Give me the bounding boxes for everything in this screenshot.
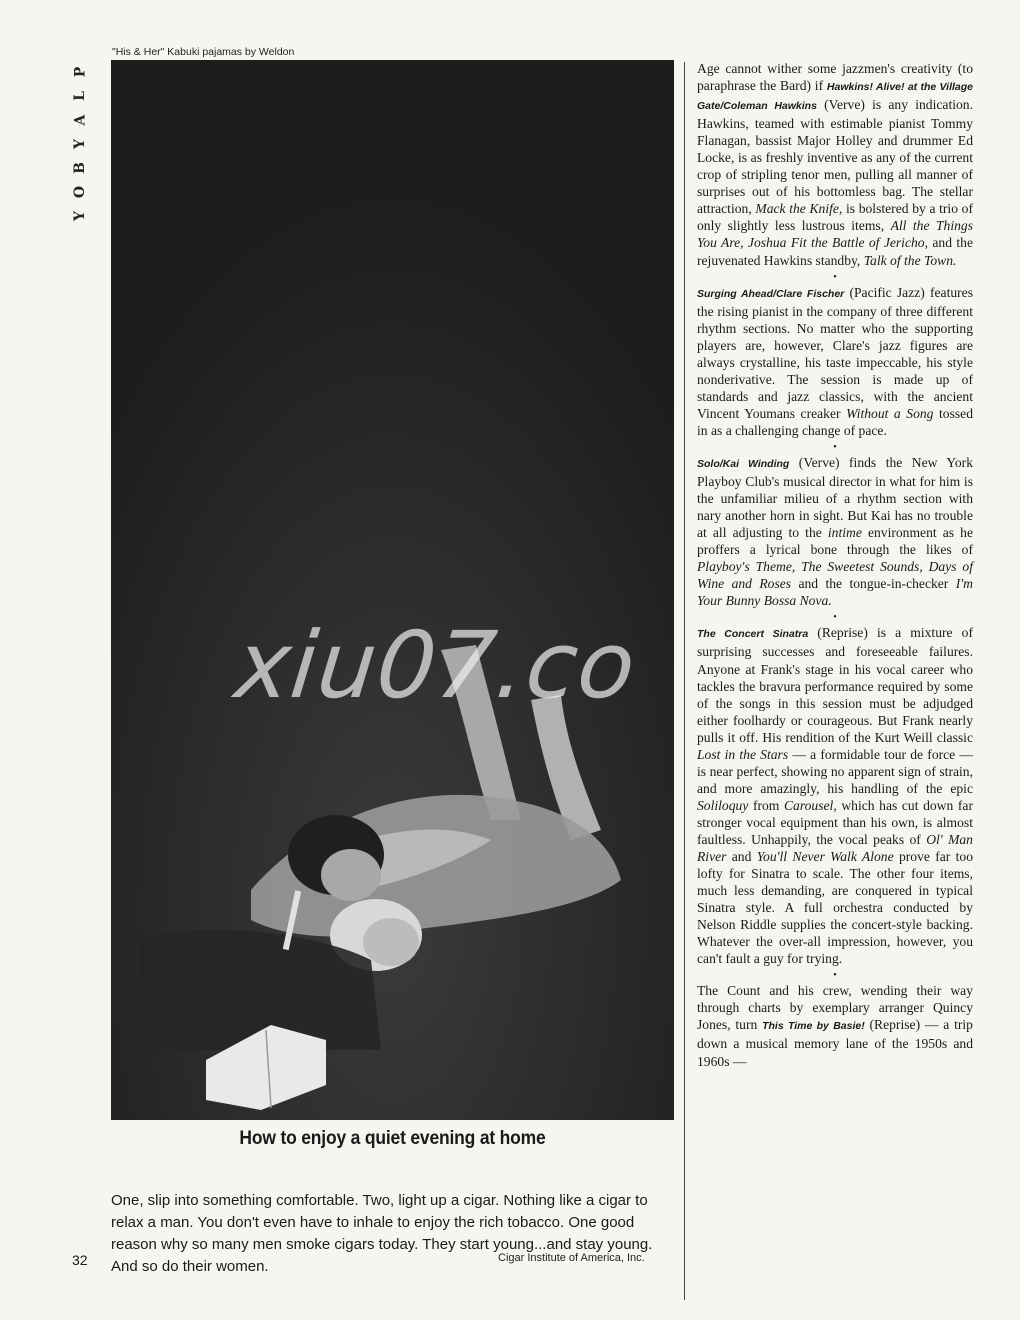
song-title: All the Things You Are, Joshua Fit the Battle of Jericho,: [697, 218, 973, 251]
column-divider: [684, 62, 685, 1300]
ad-photo: [111, 60, 674, 1120]
ad-body-copy: One, slip into something comfortable. Two, light up a cigar. Nothing like a cigar to relax a man. You don't even have to inhale to enjoy the rich tobacco. One good reason why so many men smoke cigars today. They start young...and stay young. And so do their women.: [111, 1192, 653, 1275]
song-title: Lost in the Stars: [697, 746, 789, 762]
logo-letter: A: [72, 114, 88, 126]
photo-caption: "His & Her" Kabuki pajamas by Weldon: [112, 46, 295, 58]
page-number: 32: [72, 1252, 88, 1268]
album-title: Solo/Kai Winding: [697, 457, 790, 470]
section-bullet: •: [833, 970, 837, 982]
album-title: This Time by Basie!: [762, 1020, 865, 1033]
review-hawkins: Age cannot wither some jazzmen's creativity (to paraphrase the Bard) if Hawkins! Alive! at the Village Gate/Coleman Hawkins (Verve) is any indication. Hawkins, teamed with estimable pianist Tommy Flanagan, bassist Major Holley and drummer Ed Locke, is as freshly inventive as any of the current crop of stripling tenor men, pulling all manner of surprises out of his bottomless bag. The stellar attraction, Mack the Knife, is bolstered by a trio of only slightly less lustrous items, All the Things You Are, Joshua Fit the Battle of Jericho, and the rejuvenated Hawkins standby, Talk of the Town.: [697, 61, 973, 268]
song-title: Mack the Knife,: [755, 201, 843, 217]
album-title: Surging Ahead/Clare Fischer: [697, 287, 845, 300]
magazine-name-vertical: [70, 60, 90, 228]
section-bullet: •: [833, 271, 837, 283]
record-reviews-column: [697, 60, 973, 1070]
logo-letter: P: [72, 66, 88, 78]
section-bullet: •: [833, 441, 837, 453]
album-title: Hawkins! Alive! at the Village Gate/Coleman Hawkins: [697, 81, 973, 113]
logo-letter: Y: [72, 211, 88, 221]
watermark-text: xiu07.co: [230, 612, 642, 719]
review-basie: The Count and his crew, wending their way through charts by exemplary arranger Quincy Jones, turn This Time by Basie! (Reprise) — a trip down a musical memory lane of the 1950s and 1960s —: [697, 983, 973, 1069]
song-title: Playboy's Theme, The Sweetest Sounds, Days of Wine and Roses: [697, 559, 973, 592]
song-title: You'll Never Walk Alone: [756, 849, 894, 865]
ad-credit: Cigar Institute of America, Inc.: [498, 1252, 645, 1264]
review-winding: Solo/Kai Winding (Verve) finds the New York Playboy Club's musical director in what for him is the unfamiliar milieu of a rhythm section with nary another horn in sight. But Kai has no trouble at all adjusting to the intime environment as he proffers a lyrical bone through the likes of Playboy's Theme, The Sweetest Sounds, Days of Wine and Roses and the tongue-in-checker I'm Your Bunny Bossa Nova.: [697, 454, 973, 609]
logo-letter: L: [72, 91, 88, 101]
couple-photo-illustration: [111, 60, 674, 1120]
song-title: intime: [827, 525, 862, 541]
section-bullet: •: [833, 612, 837, 624]
logo-letter: O: [71, 185, 88, 199]
review-sinatra: The Concert Sinatra (Reprise) is a mixture of surprising successes and foreseeable failures. Anyone at Frank's stage in his vocal career who tackles the bravura performance required by some of the songs in this session must be adjudged either foolhardy or courageous. But Frank nearly pulls it off. His rendition of the Kurt Weill classic Lost in the Stars — a formidable tour de force — is near perfect, showing no apparent sign of strain, and more amazingly, his handling of the epic Soliloquy from Carousel, which has cut down far stronger vocal equipment than his own, is almost faultless. Unhappily, the vocal peaks of Ol' Man River and You'll Never Walk Alone prove far too lofty for Sinatra to scale. The other four items, much less demanding, are conquered in typical Sinatra style. A full orchestra conducted by Nelson Riddle supplies the concert-style backing. Whatever the over-all impression, however, you can't fault a guy for trying.: [697, 625, 973, 967]
song-title: I'm Your Bunny Bossa Nova.: [697, 576, 973, 609]
song-title: Ol' Man River: [697, 831, 973, 865]
song-title: Without a Song: [846, 405, 934, 421]
logo-letter: B: [72, 162, 88, 174]
song-title: Talk of the Town.: [863, 252, 957, 268]
review-fischer: Surging Ahead/Clare Fischer (Pacific Jazz) features the rising pianist in the company of three different rhythm sections. No matter who the supporting players are, however, Clare's jazz figures are always crystalline, his taste impeccable, his style nonderivative. The session is made up of standards and jazz classics, with the ancient Vincent Youmans creaker Without a Song tossed in as a challenging change of pace.: [697, 284, 973, 438]
album-title: The Concert Sinatra: [697, 628, 809, 641]
ad-headline: How to enjoy a quiet evening at home: [239, 1128, 546, 1149]
song-title: Carousel,: [783, 797, 837, 813]
logo-letter: Y: [72, 139, 88, 149]
song-title: Soliloquy: [697, 797, 749, 813]
